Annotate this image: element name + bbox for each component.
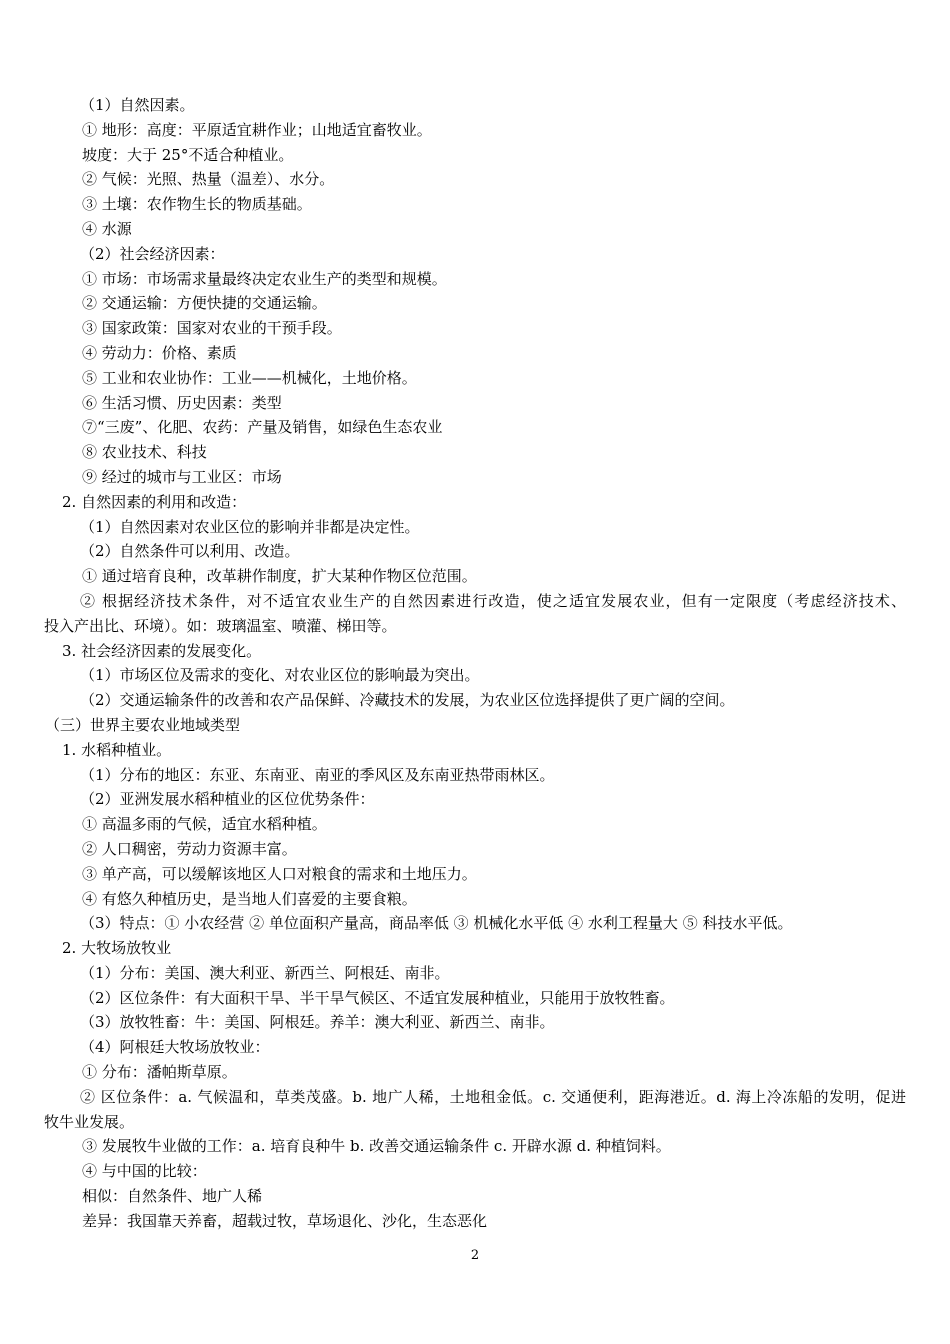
text-line: 差异：我国靠天养畜，超载过牧，草场退化、沙化，生态恶化 — [82, 1211, 488, 1230]
text-line: ⑤ 工业和农业协作：工业——机械化，土地价格。 — [82, 368, 417, 387]
text-line: ③ 土壤：农作物生长的物质基础。 — [82, 195, 312, 214]
text-line: ③ 发展牧牛业做的工作：a. 培育良种牛 b. 改善交通运输条件 c. 开辟水源 d. 种植饲料。 — [82, 1137, 671, 1156]
text-line: （1）市场区位及需求的变化、对农业区位的影响最为突出。 — [80, 666, 480, 685]
section-heading: 2. 自然因素的利用和改造： — [62, 492, 247, 511]
text-line: 牧牛业发展。 — [44, 1112, 135, 1131]
text-line: （1）分布的地区：东亚、东南亚、南亚的季风区及东南亚热带雨林区。 — [80, 765, 555, 784]
text-line: ④ 有悠久种植历史，是当地人们喜爱的主要食粮。 — [82, 889, 417, 908]
text-line: ④ 水源 — [82, 219, 132, 238]
text-line: （2）社会经济因素： — [80, 244, 225, 263]
text-line: （2）交通运输条件的改善和农产品保鲜、冷藏技术的发展，为农业区位选择提供了更广阔的空间。 — [80, 691, 735, 710]
chapter-heading: （三）世界主要农业地域类型 — [45, 715, 241, 734]
text-line: ⑨ 经过的城市与工业区：市场 — [82, 467, 282, 486]
text-line: （1）自然因素。 — [80, 96, 195, 114]
text-line: ③ 单产高，可以缓解该地区人口对粮食的需求和土地压力。 — [82, 864, 477, 883]
section-heading: 3. 社会经济因素的发展变化。 — [62, 641, 262, 660]
text-line: 相似：自然条件、地广人稀 — [82, 1187, 263, 1206]
text-line: ② 交通运输：方便快捷的交通运输。 — [82, 294, 327, 313]
text-line: ④ 与中国的比较： — [82, 1162, 207, 1181]
text-line: ④ 劳动力：价格、素质 — [82, 343, 237, 362]
text-line: （1）自然因素对农业区位的影响并非都是决定性。 — [80, 517, 420, 536]
text-line: ③ 国家政策：国家对农业的干预手段。 — [82, 319, 342, 338]
text-line: 坡度：大于 25°不适合种植业。 — [82, 145, 294, 164]
text-line: ⑦“三废”、化肥、农药：产量及销售，如绿色生态农业 — [82, 418, 443, 437]
section-heading: 1. 水稻种植业。 — [62, 740, 172, 759]
text-line: ② 人口稠密，劳动力资源丰富。 — [82, 839, 297, 858]
text-line: （3）特点：① 小农经营 ② 单位面积产量高，商品率低 ③ 机械化水平低 ④ 水利工程量大 ⑤ 科技水平低。 — [80, 914, 793, 933]
text-line: （2）区位条件：有大面积干旱、半干旱气候区、不适宜发展种植业，只能用于放牧牲畜。 — [80, 988, 675, 1007]
text-line: （2）自然条件可以利用、改造。 — [80, 542, 300, 561]
text-line: ② 区位条件：a. 气候温和，草类茂盛。b. 地广人稀，土地租金低。c. 交通便利，距海港近。d. 海上冷冻船的发明，促进 — [80, 1087, 906, 1106]
text-line: ① 通过培育良种，改革耕作制度，扩大某种作物区位范围。 — [82, 567, 477, 586]
page-number: 2 — [470, 1248, 480, 1263]
text-line: ⑧ 农业技术、科技 — [82, 443, 207, 462]
text-line: ① 市场：市场需求量最终决定农业生产的类型和规模。 — [82, 269, 447, 288]
text-line: ① 分布：潘帕斯草原。 — [82, 1063, 237, 1082]
text-line: ① 地形：高度：平原适宜耕作业；山地适宜畜牧业。 — [82, 120, 432, 139]
text-line: ① 高温多雨的气候，适宜水稻种植。 — [82, 815, 327, 834]
text-line: 投入产出比、环境）。如：玻璃温室、喷灌、梯田等。 — [44, 616, 397, 635]
text-line: （1）分布：美国、澳大利亚、新西兰、阿根廷、南非。 — [80, 963, 450, 982]
section-heading: 2. 大牧场放牧业 — [62, 939, 172, 958]
text-line: （2）亚洲发展水稻种植业的区位优势条件： — [80, 790, 375, 809]
text-line: （3）放牧牲畜：牛：美国、阿根廷。养羊：澳大利亚、新西兰、南非。 — [80, 1013, 555, 1032]
text-line: ② 根据经济技术条件，对不适宜农业生产的自然因素进行改造，使之适宜发展农业，但有一定限度（考虑经济技术、 — [80, 591, 906, 610]
text-line: ⑥ 生活习惯、历史因素：类型 — [82, 393, 282, 412]
document-body — [0, 93, 950, 1234]
text-line: ② 气候：光照、热量（温差）、水分。 — [82, 170, 335, 189]
text-line: （4）阿根廷大牧场放牧业： — [80, 1038, 270, 1057]
